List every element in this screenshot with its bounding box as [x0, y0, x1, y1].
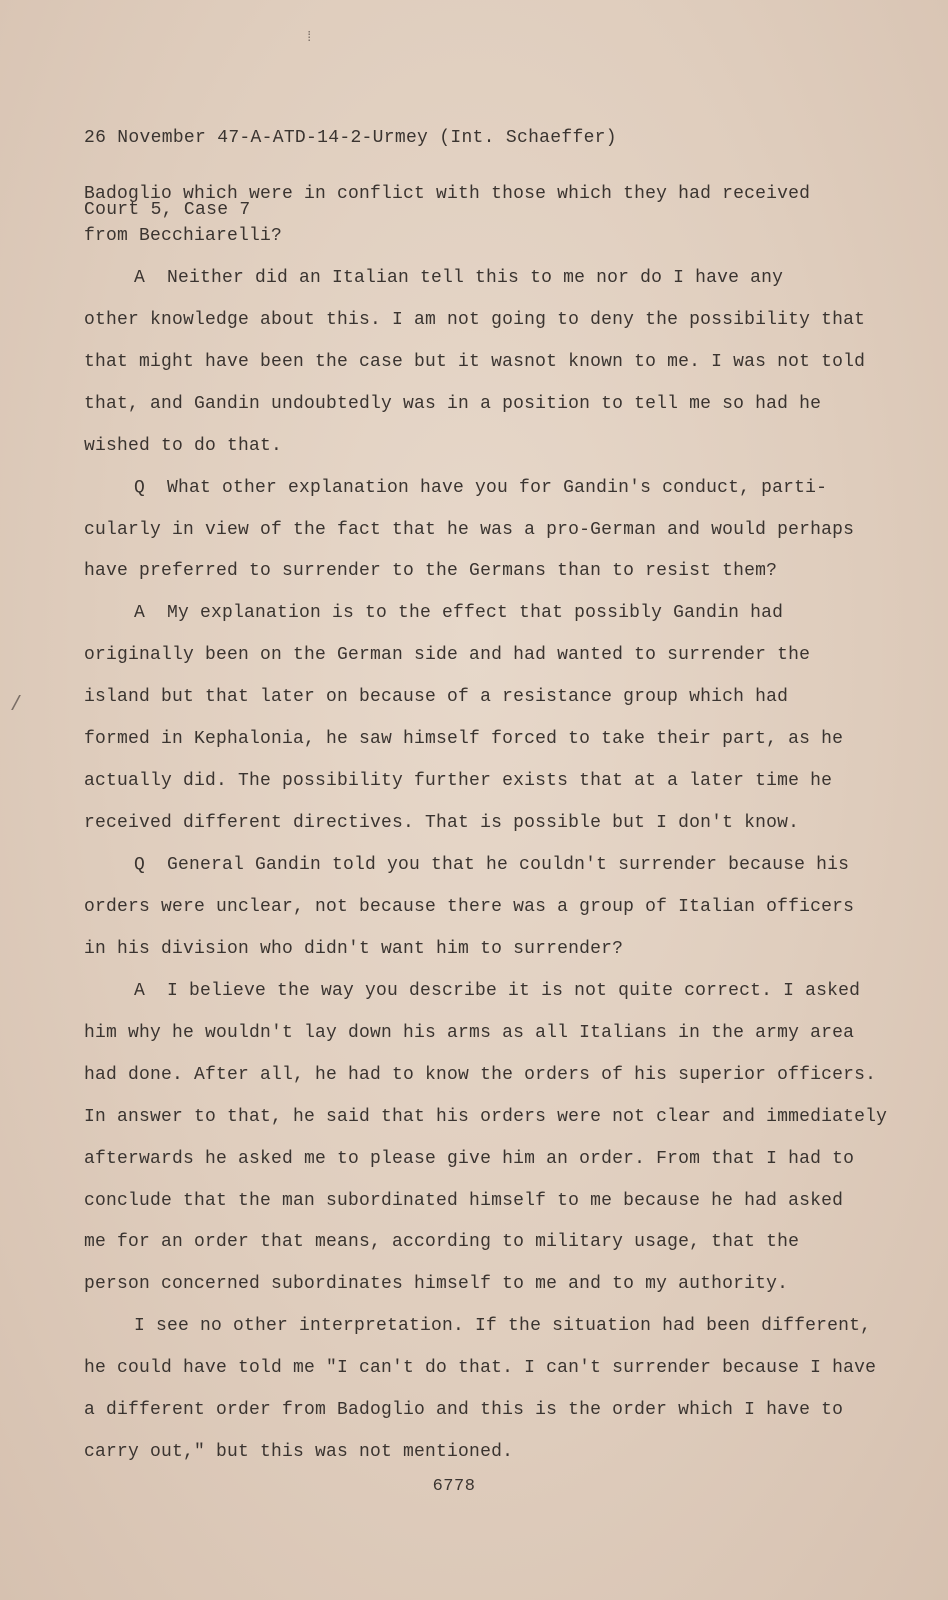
transcript-line: I see no other interpretation. If the situation had been different,	[134, 1316, 872, 1337]
transcript-line: afterwards he asked me to please give him an order. From that I had to	[84, 1148, 855, 1169]
transcript-line: conclude that the man subordinated himself to me because he had asked	[84, 1190, 844, 1211]
transcript-line: A Neither did an Italian tell this to me nor do I have any	[134, 267, 784, 288]
transcript-line: me for an order that means, according to military usage, that the	[84, 1232, 800, 1253]
transcript-line: other knowledge about this. I am not going to deny the possibility that	[84, 309, 866, 330]
transcript-line: a different order from Badoglio and this is the order which I have to	[84, 1400, 844, 1421]
transcript-line: wished to do that.	[84, 435, 283, 456]
transcript-line: had done. After all, he had to know the orders of his superior officers.	[84, 1064, 877, 1085]
transcript-line: A I believe the way you describe it is not quite correct. I asked	[134, 980, 861, 1001]
transcript-line: originally been on the German side and had wanted to surrender the	[84, 645, 811, 666]
page-number: 6778	[432, 1477, 476, 1496]
transcript-line: orders were unclear, not because there was a group of Italian officers	[84, 896, 855, 917]
transcript-line: formed in Kephalonia, he saw himself forced to take their part, as he	[84, 729, 844, 750]
transcript-line: him why he wouldn't lay down his arms as all Italians in the army area	[84, 1022, 855, 1043]
transcript-line: that might have been the case but it wasnot known to me. I was not told	[84, 351, 866, 372]
transcript-line: carry out," but this was not mentioned.	[84, 1442, 514, 1463]
transcript-line: that, and Gandin undoubtedly was in a position to tell me so had he	[84, 393, 822, 414]
transcript-line: A My explanation is to the effect that possibly Gandin had	[134, 603, 784, 624]
transcript-line: cularly in view of the fact that he was a pro-German and would perhaps	[84, 519, 855, 540]
transcript-line: in his division who didn't want him to surrender?	[84, 938, 624, 959]
margin-pencil-mark: /	[10, 694, 23, 717]
transcript-line: have preferred to surrender to the Germans than to resist them?	[84, 561, 778, 582]
transcript-body	[84, 180, 888, 1480]
transcript-line: In answer to that, he said that his orders were not clear and immediately	[84, 1106, 888, 1127]
transcript-line: received different directives. That is possible but I don't know.	[84, 813, 800, 834]
paper-speck: ⁞	[305, 30, 314, 46]
header-line-1: 26 November 47-A-ATD-14-2-Urmey (Int. Schaeffer)	[84, 128, 617, 148]
transcript-line: from Becchiarelli?	[84, 225, 283, 246]
transcript-line: Badoglio which were in conflict with those which they had received	[84, 184, 811, 204]
transcript-line: island but that later on because of a resistance group which had	[84, 687, 789, 708]
transcript-line: Q What other explanation have you for Gandin's conduct, parti-	[134, 477, 828, 498]
transcript-line: Q General Gandin told you that he couldn't surrender because his	[134, 855, 850, 875]
transcript-line: actually did. The possibility further exists that at a later time he	[84, 771, 833, 792]
transcript-line: he could have told me "I can't do that. I can't surrender because I have	[84, 1358, 877, 1379]
header-line-2: Court 5, Case 7	[84, 200, 251, 220]
transcript-line: person concerned subordinates himself to me and to my authority.	[84, 1274, 789, 1295]
